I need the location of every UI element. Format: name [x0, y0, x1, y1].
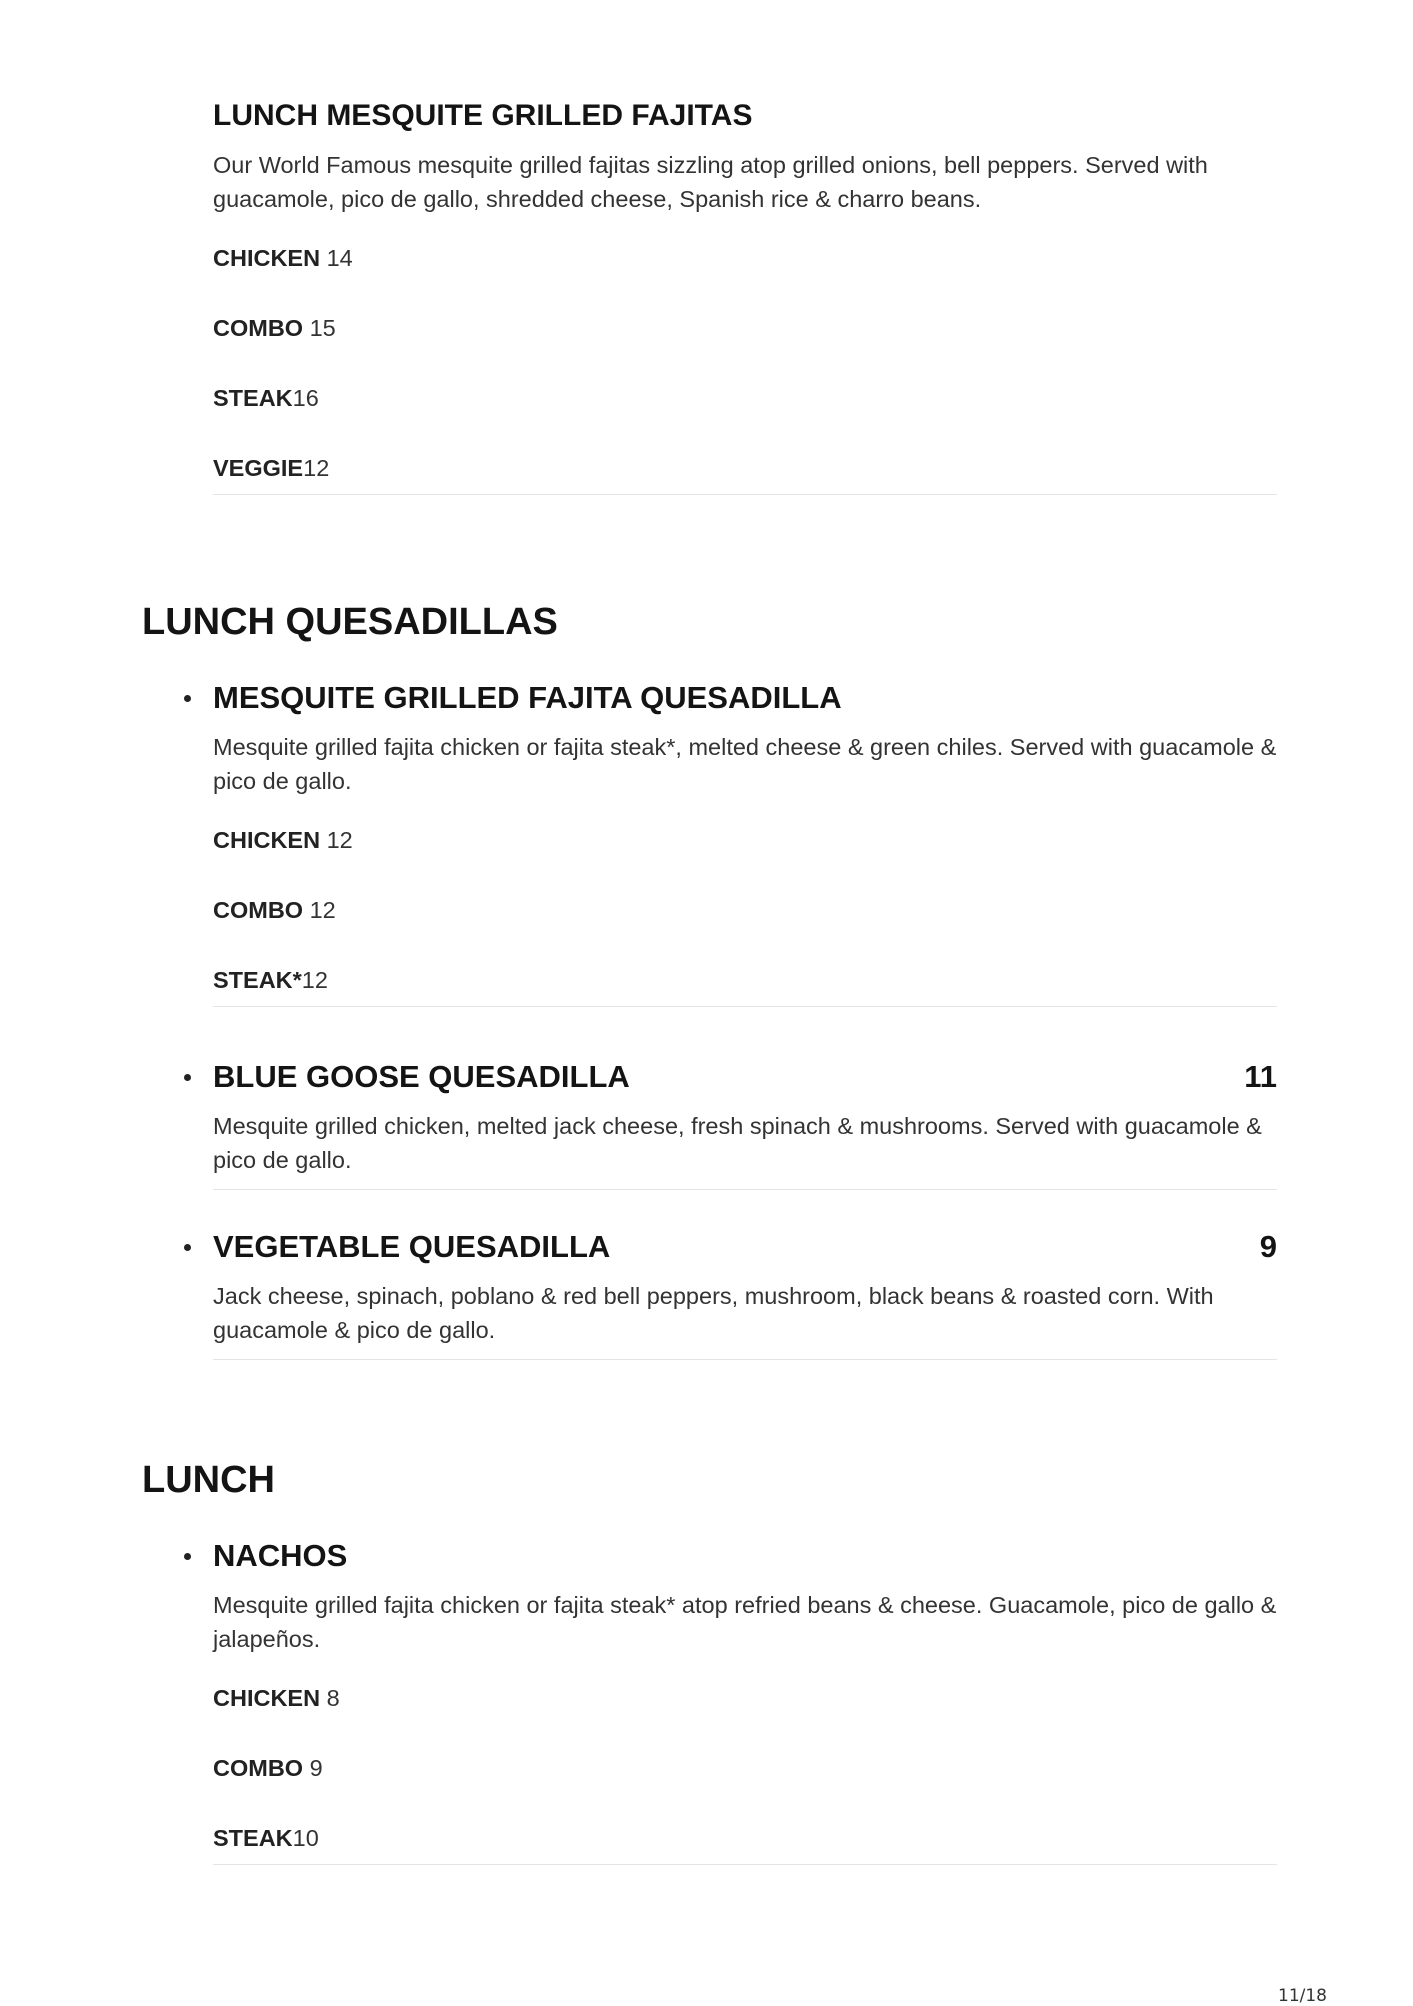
option-row [213, 384, 1277, 412]
option-row [213, 826, 1277, 854]
menu-item-blue-goose-quesadilla [213, 1059, 1277, 1190]
option-row [213, 1684, 1277, 1712]
option-row [213, 896, 1277, 924]
item-title: LUNCH MESQUITE GRILLED FAJITAS [213, 99, 753, 132]
option-row [213, 244, 1277, 272]
item-options [213, 826, 1277, 994]
option-row [213, 1754, 1277, 1782]
option-price: 10 [292, 1825, 319, 1851]
option-label: STEAK [213, 385, 293, 411]
option-label: COMBO [213, 315, 304, 341]
option-row [213, 966, 1277, 994]
option-label: COMBO [213, 897, 304, 923]
menu-item-fajita-quesadilla [213, 680, 1277, 1007]
option-price: 16 [292, 385, 319, 411]
option-price: 14 [320, 245, 353, 271]
item-description: Mesquite grilled fajita chicken or fajita steak*, melted cheese & green chiles. Served with guacamole & pico de gallo. [213, 734, 1277, 794]
section-title-lunch: LUNCH [142, 1459, 275, 1501]
option-label: COMBO [213, 1755, 304, 1781]
item-divider [213, 1359, 1277, 1360]
item-description: Mesquite grilled chicken, melted jack cheese, fresh spinach & mushrooms. Served with guacamole & pico de gallo. [213, 1113, 1262, 1173]
item-description: Mesquite grilled fajita chicken or fajita steak* atop refried beans & cheese. Guacamole, pico de gallo & jalapeños. [213, 1592, 1277, 1652]
option-price: 9 [303, 1755, 323, 1781]
bullet-icon [184, 1553, 191, 1560]
option-label: CHICKEN [213, 1685, 321, 1711]
bullet-icon [184, 695, 191, 702]
option-label: CHICKEN [213, 827, 321, 853]
item-divider [213, 494, 1277, 495]
item-options [213, 1684, 1277, 1852]
option-row [213, 454, 1277, 482]
option-price: 8 [320, 1685, 340, 1711]
option-label: CHICKEN [213, 245, 321, 271]
page-number: 11/18 [1278, 1986, 1327, 2006]
item-title: VEGETABLE QUESADILLA [213, 1229, 611, 1264]
item-divider [213, 1864, 1277, 1865]
item-title: NACHOS [213, 1538, 348, 1573]
item-options [213, 244, 1277, 482]
option-price: 15 [303, 315, 336, 341]
item-description: Our World Famous mesquite grilled fajitas sizzling atop grilled onions, bell peppers. Served with guacamole, pico de gallo, shredded cheese, Spanish rice & charro beans. [213, 152, 1208, 212]
item-divider [213, 1006, 1277, 1007]
option-price: 12 [320, 827, 353, 853]
option-price: 12 [301, 967, 328, 993]
option-label: STEAK* [213, 967, 302, 993]
item-title: BLUE GOOSE QUESADILLA [213, 1059, 630, 1094]
item-divider [213, 1189, 1277, 1190]
item-price: 11 [1244, 1059, 1277, 1094]
menu-item-nachos [213, 1538, 1277, 1865]
menu-item-vegetable-quesadilla [213, 1229, 1277, 1360]
option-label: STEAK [213, 1825, 293, 1851]
option-row [213, 314, 1277, 342]
item-description: Jack cheese, spinach, poblano & red bell peppers, mushroom, black beans & roasted corn. With guacamole & pico de gallo. [213, 1283, 1214, 1343]
option-label: VEGGIE [213, 455, 304, 481]
option-price: 12 [303, 455, 330, 481]
item-price: 9 [1259, 1229, 1277, 1264]
bullet-icon [184, 1074, 191, 1081]
bullet-icon [184, 1244, 191, 1251]
menu-item-fajitas [213, 98, 1277, 495]
section-title-quesadillas: LUNCH QUESADILLAS [142, 601, 558, 643]
item-title: MESQUITE GRILLED FAJITA QUESADILLA [213, 680, 842, 715]
option-row [213, 1824, 1277, 1852]
option-price: 12 [303, 897, 336, 923]
